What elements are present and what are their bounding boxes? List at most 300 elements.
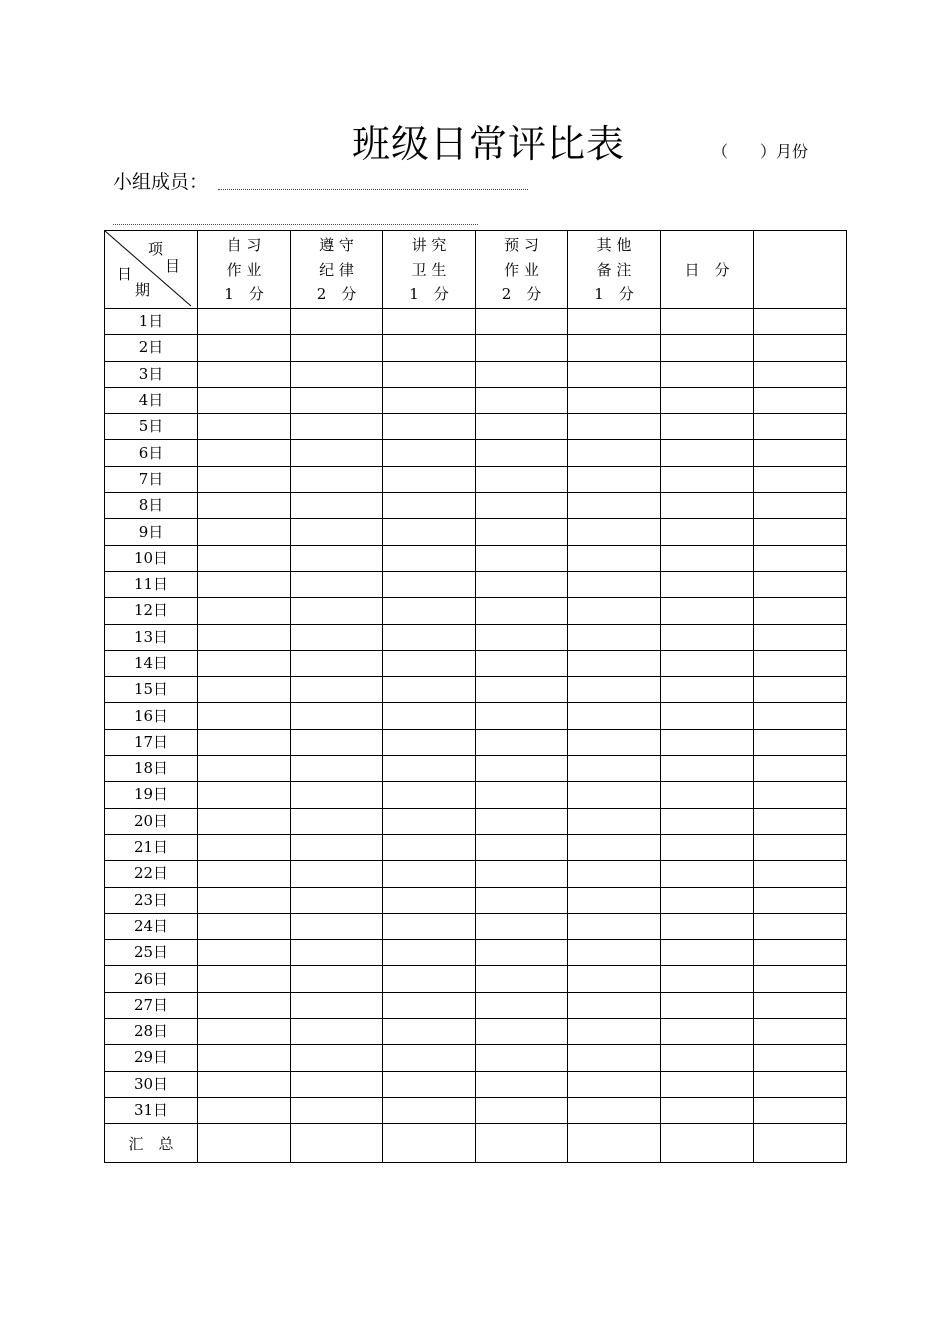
score-cell[interactable] [291, 624, 383, 650]
score-cell[interactable] [291, 309, 383, 335]
score-cell[interactable] [291, 677, 383, 703]
score-cell[interactable] [661, 729, 754, 755]
score-cell[interactable] [198, 650, 291, 676]
score-table [104, 230, 847, 1163]
score-cell[interactable] [568, 387, 661, 413]
score-cell[interactable] [568, 598, 661, 624]
score-cell[interactable] [476, 1019, 568, 1045]
score-cell[interactable] [198, 466, 291, 492]
score-cell[interactable] [291, 519, 383, 545]
score-cell[interactable] [476, 729, 568, 755]
column-header-line: 自 习 [226, 236, 262, 254]
score-cell[interactable] [568, 703, 661, 729]
score-cell[interactable] [198, 598, 291, 624]
score-cell[interactable] [383, 1071, 476, 1097]
score-cell[interactable] [754, 519, 847, 545]
date-cell: 4日 [105, 387, 198, 413]
score-cell[interactable] [198, 729, 291, 755]
column-header-line [754, 233, 846, 258]
column-header-line: 作 业 [226, 260, 262, 279]
score-cell[interactable] [476, 414, 568, 440]
score-cell[interactable] [476, 650, 568, 676]
header-row [105, 231, 847, 309]
score-cell[interactable] [754, 1097, 847, 1123]
column-header-line: 2 分 [501, 285, 542, 303]
score-cell[interactable] [476, 1097, 568, 1123]
score-cell[interactable] [661, 545, 754, 571]
score-cell[interactable] [198, 1071, 291, 1097]
score-cell[interactable] [291, 1097, 383, 1123]
summary-label: 汇 总 [105, 1124, 198, 1163]
members-label: 小组成员： [113, 171, 209, 193]
score-cell[interactable] [661, 466, 754, 492]
score-cell[interactable] [383, 1019, 476, 1045]
month-label: （ ）月份 [712, 142, 809, 161]
score-cell[interactable] [568, 650, 661, 676]
score-cell[interactable] [383, 598, 476, 624]
table-row [105, 677, 847, 703]
score-cell[interactable] [754, 335, 847, 361]
score-cell[interactable] [568, 440, 661, 466]
score-cell[interactable] [476, 782, 568, 808]
score-cell[interactable] [661, 966, 754, 992]
score-cell[interactable] [291, 703, 383, 729]
score-cell[interactable] [476, 703, 568, 729]
column-header-line: 讲 究 [411, 236, 447, 254]
score-cell[interactable] [754, 493, 847, 519]
score-cell[interactable] [476, 834, 568, 860]
score-cell[interactable] [754, 887, 847, 913]
score-cell[interactable] [198, 519, 291, 545]
score-cell[interactable] [291, 861, 383, 887]
score-cell[interactable] [383, 309, 476, 335]
score-cell[interactable] [661, 1045, 754, 1071]
score-cell[interactable] [568, 493, 661, 519]
score-cell[interactable] [754, 598, 847, 624]
summary-cell[interactable] [476, 1124, 568, 1163]
corner-date-1: 日 [117, 265, 133, 283]
score-cell[interactable] [661, 940, 754, 966]
score-cell[interactable] [754, 571, 847, 597]
score-cell[interactable] [568, 414, 661, 440]
score-cell[interactable] [383, 650, 476, 676]
date-cell: 1日 [105, 309, 198, 335]
score-cell[interactable] [661, 861, 754, 887]
column-header-line [754, 282, 846, 307]
score-cell[interactable] [383, 729, 476, 755]
score-cell[interactable] [291, 1019, 383, 1045]
score-cell[interactable] [568, 466, 661, 492]
score-cell[interactable] [661, 440, 754, 466]
score-cell[interactable] [568, 756, 661, 782]
score-cell[interactable] [291, 756, 383, 782]
table-row [105, 493, 847, 519]
score-cell[interactable] [476, 940, 568, 966]
score-cell[interactable] [754, 309, 847, 335]
summary-cell[interactable] [568, 1124, 661, 1163]
table-row [105, 861, 847, 887]
date-cell: 27日 [105, 992, 198, 1018]
date-cell: 24日 [105, 913, 198, 939]
date-cell: 26日 [105, 966, 198, 992]
column-header-line: 卫 生 [411, 260, 447, 279]
score-cell[interactable] [383, 571, 476, 597]
date-cell: 31日 [105, 1097, 198, 1123]
score-cell[interactable] [198, 677, 291, 703]
summary-cell[interactable] [198, 1124, 291, 1163]
column-header-line: 预 习 [504, 236, 539, 254]
corner-item-2: 目 [165, 257, 181, 275]
score-cell[interactable] [661, 703, 754, 729]
date-cell: 6日 [105, 440, 198, 466]
score-cell[interactable] [476, 466, 568, 492]
score-cell[interactable] [383, 414, 476, 440]
score-cell[interactable] [383, 387, 476, 413]
score-cell[interactable] [291, 966, 383, 992]
table-row [105, 913, 847, 939]
summary-cell[interactable] [291, 1124, 383, 1163]
score-cell[interactable] [198, 571, 291, 597]
score-cell[interactable] [661, 1019, 754, 1045]
score-cell[interactable] [198, 335, 291, 361]
score-cell[interactable] [383, 861, 476, 887]
table-row [105, 387, 847, 413]
column-header-6 [661, 231, 754, 309]
column-header-line: 2 分 [316, 285, 357, 303]
score-cell[interactable] [383, 782, 476, 808]
score-cell[interactable] [383, 756, 476, 782]
column-header-line [754, 258, 846, 283]
column-header-line: 1 分 [594, 285, 634, 303]
score-cell[interactable] [754, 834, 847, 860]
score-cell[interactable] [568, 335, 661, 361]
score-cell[interactable] [291, 992, 383, 1018]
score-cell[interactable] [568, 545, 661, 571]
score-cell[interactable] [476, 1045, 568, 1071]
score-cell[interactable] [476, 545, 568, 571]
score-cell[interactable] [476, 624, 568, 650]
score-cell[interactable] [476, 440, 568, 466]
score-cell[interactable] [568, 940, 661, 966]
score-cell[interactable] [291, 834, 383, 860]
date-cell: 20日 [105, 808, 198, 834]
score-cell[interactable] [568, 992, 661, 1018]
score-cell[interactable] [198, 703, 291, 729]
score-cell[interactable] [383, 677, 476, 703]
score-cell[interactable] [198, 361, 291, 387]
score-cell[interactable] [754, 466, 847, 492]
score-cell[interactable] [754, 1071, 847, 1097]
score-cell[interactable] [661, 624, 754, 650]
score-cell[interactable] [476, 387, 568, 413]
score-cell[interactable] [198, 756, 291, 782]
score-cell[interactable] [383, 466, 476, 492]
score-cell[interactable] [568, 729, 661, 755]
score-cell[interactable] [383, 913, 476, 939]
score-cell[interactable] [476, 519, 568, 545]
column-header-4 [476, 231, 568, 309]
column-header-7 [754, 231, 847, 309]
score-cell[interactable] [383, 1097, 476, 1123]
score-cell[interactable] [383, 808, 476, 834]
score-cell[interactable] [754, 1019, 847, 1045]
score-cell[interactable] [198, 493, 291, 519]
score-cell[interactable] [476, 361, 568, 387]
summary-cell[interactable] [383, 1124, 476, 1163]
corner-date-2: 期 [135, 281, 151, 299]
members-fill-line[interactable] [218, 189, 528, 190]
score-cell[interactable] [476, 1071, 568, 1097]
score-cell[interactable] [383, 440, 476, 466]
score-cell[interactable] [198, 887, 291, 913]
score-cell[interactable] [568, 1019, 661, 1045]
column-header-5 [568, 231, 661, 309]
score-cell[interactable] [754, 440, 847, 466]
score-cell[interactable] [476, 808, 568, 834]
score-cell[interactable] [661, 756, 754, 782]
date-cell: 16日 [105, 703, 198, 729]
score-cell[interactable] [198, 808, 291, 834]
score-cell[interactable] [476, 756, 568, 782]
score-cell[interactable] [661, 309, 754, 335]
score-cell[interactable] [291, 1071, 383, 1097]
score-cell[interactable] [198, 1019, 291, 1045]
score-cell[interactable] [476, 966, 568, 992]
score-cell[interactable] [198, 1045, 291, 1071]
score-cell[interactable] [661, 887, 754, 913]
score-cell[interactable] [568, 861, 661, 887]
score-cell[interactable] [291, 887, 383, 913]
column-header-2 [291, 231, 383, 309]
score-cell[interactable] [661, 598, 754, 624]
score-cell[interactable] [568, 1071, 661, 1097]
score-cell[interactable] [568, 966, 661, 992]
score-cell[interactable] [476, 913, 568, 939]
score-cell[interactable] [661, 335, 754, 361]
score-cell[interactable] [568, 913, 661, 939]
score-cell[interactable] [291, 650, 383, 676]
score-cell[interactable] [754, 414, 847, 440]
score-cell[interactable] [754, 782, 847, 808]
date-cell: 7日 [105, 466, 198, 492]
score-cell[interactable] [383, 519, 476, 545]
score-cell[interactable] [383, 940, 476, 966]
score-cell[interactable] [291, 361, 383, 387]
date-cell: 5日 [105, 414, 198, 440]
score-cell[interactable] [568, 887, 661, 913]
column-header-line [661, 282, 753, 307]
score-cell[interactable] [291, 808, 383, 834]
date-cell: 15日 [105, 677, 198, 703]
summary-cell[interactable] [754, 1124, 847, 1163]
score-cell[interactable] [383, 545, 476, 571]
date-cell: 9日 [105, 519, 198, 545]
date-cell: 25日 [105, 940, 198, 966]
score-cell[interactable] [568, 361, 661, 387]
date-cell: 12日 [105, 598, 198, 624]
table-row [105, 1019, 847, 1045]
corner-header [105, 231, 198, 309]
score-cell[interactable] [476, 335, 568, 361]
score-cell[interactable] [754, 913, 847, 939]
score-cell[interactable] [291, 913, 383, 939]
score-cell[interactable] [383, 834, 476, 860]
column-header-line: 1 分 [409, 285, 449, 303]
table-row [105, 782, 847, 808]
score-cell[interactable] [754, 703, 847, 729]
score-cell[interactable] [383, 624, 476, 650]
score-cell[interactable] [198, 834, 291, 860]
score-cell[interactable] [754, 387, 847, 413]
score-cell[interactable] [568, 624, 661, 650]
score-cell[interactable] [661, 913, 754, 939]
score-cell[interactable] [661, 519, 754, 545]
score-cell[interactable] [754, 729, 847, 755]
score-cell[interactable] [291, 440, 383, 466]
score-cell[interactable] [661, 782, 754, 808]
table-row [105, 624, 847, 650]
score-cell[interactable] [291, 545, 383, 571]
score-cell[interactable] [661, 1071, 754, 1097]
score-cell[interactable] [476, 493, 568, 519]
score-cell[interactable] [661, 834, 754, 860]
score-cell[interactable] [754, 808, 847, 834]
score-cell[interactable] [568, 519, 661, 545]
score-cell[interactable] [754, 361, 847, 387]
score-cell[interactable] [383, 992, 476, 1018]
score-cell[interactable] [291, 387, 383, 413]
table-row [105, 414, 847, 440]
score-cell[interactable] [754, 756, 847, 782]
score-cell[interactable] [198, 545, 291, 571]
score-cell[interactable] [476, 992, 568, 1018]
date-cell: 8日 [105, 493, 198, 519]
date-cell: 28日 [105, 1019, 198, 1045]
table-row [105, 703, 847, 729]
score-cell[interactable] [291, 940, 383, 966]
score-cell[interactable] [661, 571, 754, 597]
score-cell[interactable] [198, 309, 291, 335]
score-cell[interactable] [754, 992, 847, 1018]
table-row [105, 756, 847, 782]
date-cell: 23日 [105, 887, 198, 913]
score-cell[interactable] [754, 677, 847, 703]
date-cell: 22日 [105, 861, 198, 887]
score-cell[interactable] [476, 677, 568, 703]
corner-item-1: 项 [148, 240, 164, 258]
score-cell[interactable] [568, 782, 661, 808]
score-cell[interactable] [661, 808, 754, 834]
score-cell[interactable] [291, 335, 383, 361]
date-cell: 30日 [105, 1071, 198, 1097]
table-row [105, 335, 847, 361]
score-cell[interactable] [661, 387, 754, 413]
score-cell[interactable] [198, 861, 291, 887]
score-cell[interactable] [476, 309, 568, 335]
score-cell[interactable] [291, 414, 383, 440]
table-row [105, 650, 847, 676]
score-cell[interactable] [568, 834, 661, 860]
date-cell: 19日 [105, 782, 198, 808]
summary-cell[interactable] [661, 1124, 754, 1163]
score-cell[interactable] [568, 1045, 661, 1071]
score-cell[interactable] [661, 414, 754, 440]
score-cell[interactable] [383, 1045, 476, 1071]
column-header-line: 纪 律 [319, 260, 354, 279]
score-cell[interactable] [198, 913, 291, 939]
score-cell[interactable] [383, 703, 476, 729]
score-cell[interactable] [291, 598, 383, 624]
score-cell[interactable] [661, 650, 754, 676]
column-header-line [661, 233, 753, 258]
score-cell[interactable] [476, 598, 568, 624]
score-cell[interactable] [661, 992, 754, 1018]
table-row [105, 1097, 847, 1123]
score-cell[interactable] [383, 493, 476, 519]
score-cell[interactable] [476, 887, 568, 913]
score-cell[interactable] [661, 493, 754, 519]
table-row [105, 887, 847, 913]
score-cell[interactable] [568, 677, 661, 703]
score-cell[interactable] [661, 677, 754, 703]
score-cell[interactable] [754, 861, 847, 887]
score-cell[interactable] [198, 992, 291, 1018]
score-cell[interactable] [198, 966, 291, 992]
score-cell[interactable] [291, 493, 383, 519]
score-cell[interactable] [198, 440, 291, 466]
score-cell[interactable] [291, 1045, 383, 1071]
date-cell: 3日 [105, 361, 198, 387]
column-header-line: 1 分 [224, 285, 264, 303]
score-cell[interactable] [754, 545, 847, 571]
score-cell[interactable] [291, 466, 383, 492]
score-cell[interactable] [568, 1097, 661, 1123]
column-header-line: 作 业 [504, 260, 539, 279]
score-cell[interactable] [291, 571, 383, 597]
score-cell[interactable] [198, 782, 291, 808]
score-cell[interactable] [661, 1097, 754, 1123]
score-cell[interactable] [198, 1097, 291, 1123]
date-cell: 10日 [105, 545, 198, 571]
score-cell[interactable] [198, 414, 291, 440]
score-cell[interactable] [476, 861, 568, 887]
score-cell[interactable] [198, 387, 291, 413]
score-cell[interactable] [754, 1045, 847, 1071]
table-row [105, 440, 847, 466]
score-cell[interactable] [476, 571, 568, 597]
score-cell[interactable] [198, 940, 291, 966]
score-cell[interactable] [754, 624, 847, 650]
score-cell[interactable] [291, 729, 383, 755]
score-cell[interactable] [568, 309, 661, 335]
score-cell[interactable] [383, 361, 476, 387]
score-cell[interactable] [754, 940, 847, 966]
score-cell[interactable] [568, 571, 661, 597]
score-cell[interactable] [383, 966, 476, 992]
table-row [105, 361, 847, 387]
score-cell[interactable] [383, 887, 476, 913]
score-cell[interactable] [291, 782, 383, 808]
score-cell[interactable] [383, 335, 476, 361]
score-cell[interactable] [754, 966, 847, 992]
score-cell[interactable] [754, 650, 847, 676]
members-fill-line-2[interactable] [113, 224, 478, 225]
score-cell[interactable] [661, 361, 754, 387]
score-cell[interactable] [568, 808, 661, 834]
page-title: 班级日常评比表 [352, 122, 626, 166]
date-cell: 17日 [105, 729, 198, 755]
score-cell[interactable] [198, 624, 291, 650]
